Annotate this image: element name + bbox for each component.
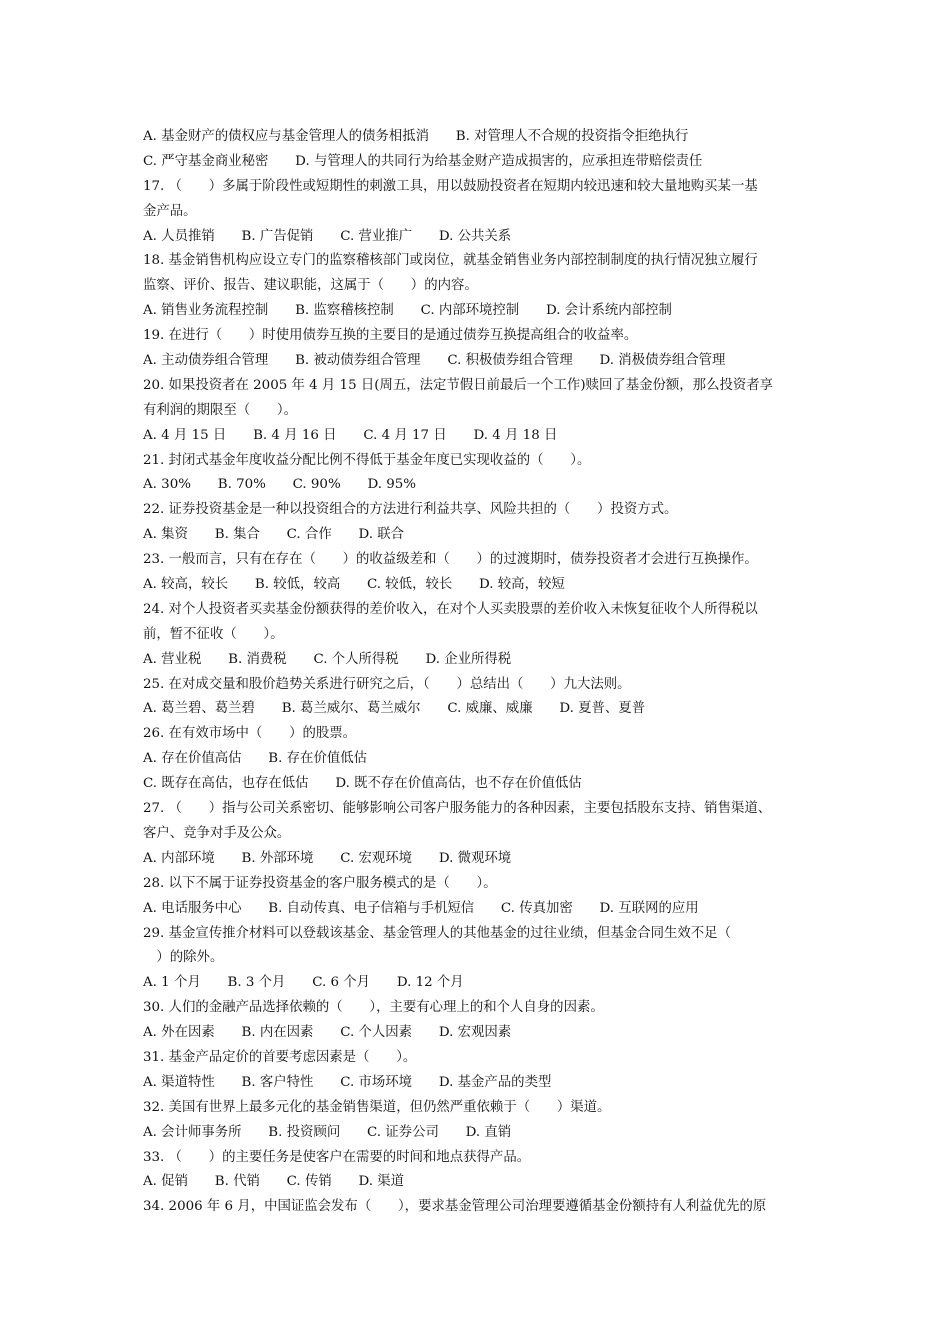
text-line: A. 基金财产的债权应与基金管理人的债务相抵消 B. 对管理人不合规的投资指令拒绝执行 — [143, 129, 689, 144]
text-line: 25. 在对成交量和股价趋势关系进行研究之后，（ ）总结出（ ）九大法则。 — [143, 676, 631, 692]
text-line: 23. 一般而言，只有在存在（ ）的收益级差和（ ）的过渡期时，债券投资者才会进行互换操作。 — [143, 552, 758, 568]
text-line: 30. 人们的金融产品选择依赖的（ ），主要有心理上的和个人自身的因素。 — [143, 1000, 604, 1016]
text-line: 金产品。 — [143, 203, 197, 219]
text-line: A. 营业税 B. 消费税 C. 个人所得税 D. 企业所得税 — [143, 651, 512, 667]
text-line: A. 人员推销 B. 广告促销 C. 营业推广 D. 公共关系 — [143, 228, 512, 244]
text-line: A. 30% B. 70% C. 90% D. 95% — [143, 477, 416, 493]
text-line: A. 外在因素 B. 内在因素 C. 个人因素 D. 宏观因素 — [143, 1025, 512, 1041]
text-line: A. 存在价值高估 B. 存在价值低估 — [143, 751, 368, 767]
text-line: 29. 基金宣传推介材料可以登载该基金、基金管理人的其他基金的过往业绩，但基金合同生效不足（ — [143, 925, 731, 941]
text-line: 22. 证券投资基金是一种以投资组合的方法进行利益共享、风险共担的（ ）投资方式。 — [143, 502, 678, 518]
text-line: 20. 如果投资者在 2005 年 4 月 15 日(周五，法定节假日前最后一个工作)赎回了基金份额，那么投资者享 — [143, 377, 774, 393]
text-line: A. 较高，较长 B. 较低，较高 C. 较低，较长 D. 较高，较短 — [143, 577, 565, 593]
text-line: A. 集资 B. 集合 C. 合作 D. 联合 — [143, 527, 405, 543]
text-line: A. 销售业务流程控制 B. 监察稽核控制 C. 内部环境控制 D. 会计系统内部控制 — [143, 303, 672, 319]
text-line: A. 内部环境 B. 外部环境 C. 宏观环境 D. 微观环境 — [143, 850, 512, 866]
text-line: 客户、竞争对手及公众。 — [143, 825, 291, 841]
text-line: 17. （ ）多属于阶段性或短期性的刺激工具，用以鼓励投资者在短期内较迅速和较大量地购买某一基 — [143, 178, 758, 194]
text-line: 33. （ ）的主要任务是使客户在需要的时间和地点获得产品。 — [143, 1149, 531, 1165]
text-line: 31. 基金产品定价的首要考虑因素是（ ）。 — [143, 1049, 417, 1065]
text-line: C. 严守基金商业秘密 D. 与管理人的共同行为给基金财产造成损害的，应承担连带赔偿责任 — [143, 153, 703, 169]
text-line: 前，暂不征收（ ）。 — [143, 626, 284, 642]
text-line: 28. 以下不属于证券投资基金的客户服务模式的是（ ）。 — [143, 875, 497, 891]
text-line: 18. 基金销售机构应设立专门的监察稽核部门或岗位，就基金销售业务内部控制制度的执行情况独立履行 — [143, 253, 758, 269]
text-line: 34. 2006 年 6 月，中国证监会发布（ ），要求基金管理公司治理要遵循基金份额持有人利益优先的原 — [143, 1199, 767, 1215]
text-line: 21. 封闭式基金年度收益分配比例不得低于基金年度已实现收益的（ ）。 — [143, 452, 591, 468]
text-line: 24. 对个人投资者买卖基金份额获得的差价收入，在对个人买卖股票的差价收入未恢复征收个人所得税以 — [143, 601, 758, 617]
text-line: 26. 在有效市场中（ ）的股票。 — [143, 726, 357, 742]
document-body — [143, 125, 823, 1220]
text-line: A. 渠道特性 B. 客户特性 C. 市场环境 D. 基金产品的类型 — [143, 1074, 552, 1090]
text-line: 19. 在进行（ ）时使用债券互换的主要目的是通过债券互换提高组合的收益率。 — [143, 328, 638, 344]
text-line: A. 会计师事务所 B. 投资顾问 C. 证券公司 D. 直销 — [143, 1124, 512, 1140]
text-line: A. 1 个月 B. 3 个月 C. 6 个月 D. 12 个月 — [143, 975, 464, 991]
text-line: A. 电话服务中心 B. 自动传真、电子信箱与手机短信 C. 传真加密 D. 互联网的应用 — [143, 900, 699, 916]
text-line: 27. （ ）指与公司关系密切、能够影响公司客户服务能力的各种因素，主要包括股东支持、销售渠道、 — [143, 801, 772, 817]
text-line: A. 4 月 15 日 B. 4 月 16 日 C. 4 月 17 日 D. 4 月 18 日 — [143, 427, 558, 443]
text-line: A. 促销 B. 代销 C. 传销 D. 渠道 — [143, 1174, 405, 1190]
text-line: 有利润的期限至（ ）。 — [143, 402, 297, 418]
text-line: C. 既存在高估，也存在低估 D. 既不存在价值高估，也不存在价值低估 — [143, 776, 582, 792]
text-line: 32. 美国有世界上最多元化的基金销售渠道，但仍然严重依赖于（ ）渠道。 — [143, 1099, 611, 1115]
text-line: A. 葛兰碧、葛兰碧 B. 葛兰威尔、葛兰威尔 C. 威廉、威廉 D. 夏普、夏普 — [143, 701, 646, 717]
text-line: ）的除外。 — [143, 950, 224, 966]
text-line: A. 主动债券组合管理 B. 被动债券组合管理 C. 积极债券组合管理 D. 消极债券组合管理 — [143, 353, 726, 369]
text-line: 监察、评价、报告、建议职能，这属于（ ）的内容。 — [143, 278, 478, 294]
